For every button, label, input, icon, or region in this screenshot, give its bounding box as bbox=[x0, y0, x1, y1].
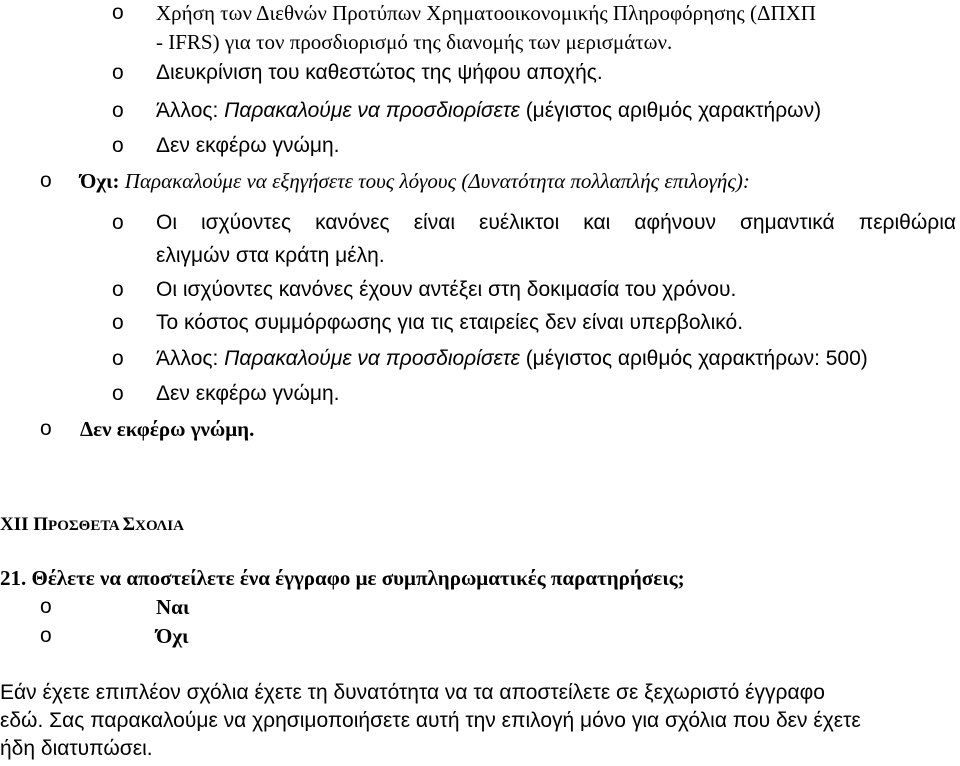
option-no[interactable]: Όχι bbox=[156, 624, 189, 648]
list-item: Διευκρίνιση του καθεστώτος της ψήφου αποχής. bbox=[156, 61, 603, 84]
list-item-continuation: ελιγμών στα κράτη μέλη. bbox=[156, 244, 385, 267]
no-label: Όχι: bbox=[80, 169, 120, 193]
other-prefix: Άλλος: bbox=[156, 347, 225, 370]
note-line-1: Εάν έχετε επιπλέον σχόλια έχετε τη δυνατότητα να τα αποστείλετε σε ξεχωριστό έγγραφο bbox=[0, 681, 825, 704]
list-item-other bbox=[156, 346, 868, 372]
note-line-3: ήδη διατυπώσει. bbox=[0, 737, 153, 760]
list-item-other bbox=[156, 98, 821, 124]
note-line-2: εδώ. Σας παρακαλούμε να χρησιμοποιήσετε αυτή την επιλογή μόνο για σχόλια που δεν έχετε bbox=[0, 709, 861, 732]
section-title-initial-2: Σ bbox=[122, 514, 136, 535]
other-suffix: (μέγιστος αριθμός χαρακτήρων) bbox=[519, 99, 822, 122]
section-title-initial: Π bbox=[33, 514, 49, 535]
section-title-rest: ΡΟΣΘΕΤΑ bbox=[48, 518, 123, 534]
bullet: o bbox=[40, 169, 52, 192]
bullet: o bbox=[40, 417, 52, 440]
bullet: o bbox=[112, 311, 124, 334]
question-21: 21. Θέλετε να αποστείλετε ένα έγγραφο με συμπληρωματικές παρατηρήσεις; bbox=[0, 566, 685, 590]
no-option-line bbox=[80, 168, 750, 194]
bullet: o bbox=[112, 278, 124, 301]
list-item: Δεν εκφέρω γνώμη. bbox=[156, 382, 340, 405]
bullet: o bbox=[112, 382, 124, 405]
other-prefix: Άλλος: bbox=[156, 99, 225, 122]
list-item: Οι ισχύοντες κανόνες έχουν αντέξει στη δοκιμασία του χρόνου. bbox=[156, 278, 737, 301]
bullet: o bbox=[112, 61, 124, 84]
bullet: o bbox=[112, 99, 124, 122]
bullet: o bbox=[112, 347, 124, 370]
no-opinion-option: Δεν εκφέρω γνώμη. bbox=[80, 417, 255, 441]
option-yes[interactable]: Ναι bbox=[156, 595, 190, 619]
section-title-rest-2: ΧΟΛΙΑ bbox=[135, 518, 184, 534]
bullet: o bbox=[112, 211, 124, 234]
section-number: XII bbox=[0, 514, 34, 535]
no-instruction: Παρακαλούμε να εξηγήσετε τους λόγους (Δυνατότητα πολλαπλής επιλογής): bbox=[119, 169, 750, 193]
other-instruction: Παρακαλούμε να προσδιορίσετε bbox=[224, 347, 520, 370]
other-instruction: Παρακαλούμε να προσδιορίσετε bbox=[224, 99, 520, 122]
list-item: Δεν εκφέρω γνώμη. bbox=[156, 134, 340, 157]
bullet: o bbox=[40, 595, 52, 618]
bullet: o bbox=[40, 624, 52, 647]
list-item-continuation: - IFRS) για τον προσδιορισμό της διανομής των μερισμάτων. bbox=[156, 30, 673, 54]
list-item: Χρήση των Διεθνών Προτύπων Χρηματοοικονομικής Πληροφόρησης (ΔΠΧΠ bbox=[156, 1, 816, 25]
list-item: Το κόστος συμμόρφωσης για τις εταιρείες δεν είναι υπερβολικό. bbox=[156, 311, 744, 334]
bullet: o bbox=[112, 1, 124, 24]
other-suffix: (μέγιστος αριθμός χαρακτήρων: 500) bbox=[519, 347, 868, 370]
bullet: o bbox=[112, 134, 124, 157]
list-item: Οι ισχύοντες κανόνες είναι ευέλικτοι και αφήνουν σημαντικά περιθώρια bbox=[156, 211, 956, 234]
section-title bbox=[0, 512, 184, 539]
